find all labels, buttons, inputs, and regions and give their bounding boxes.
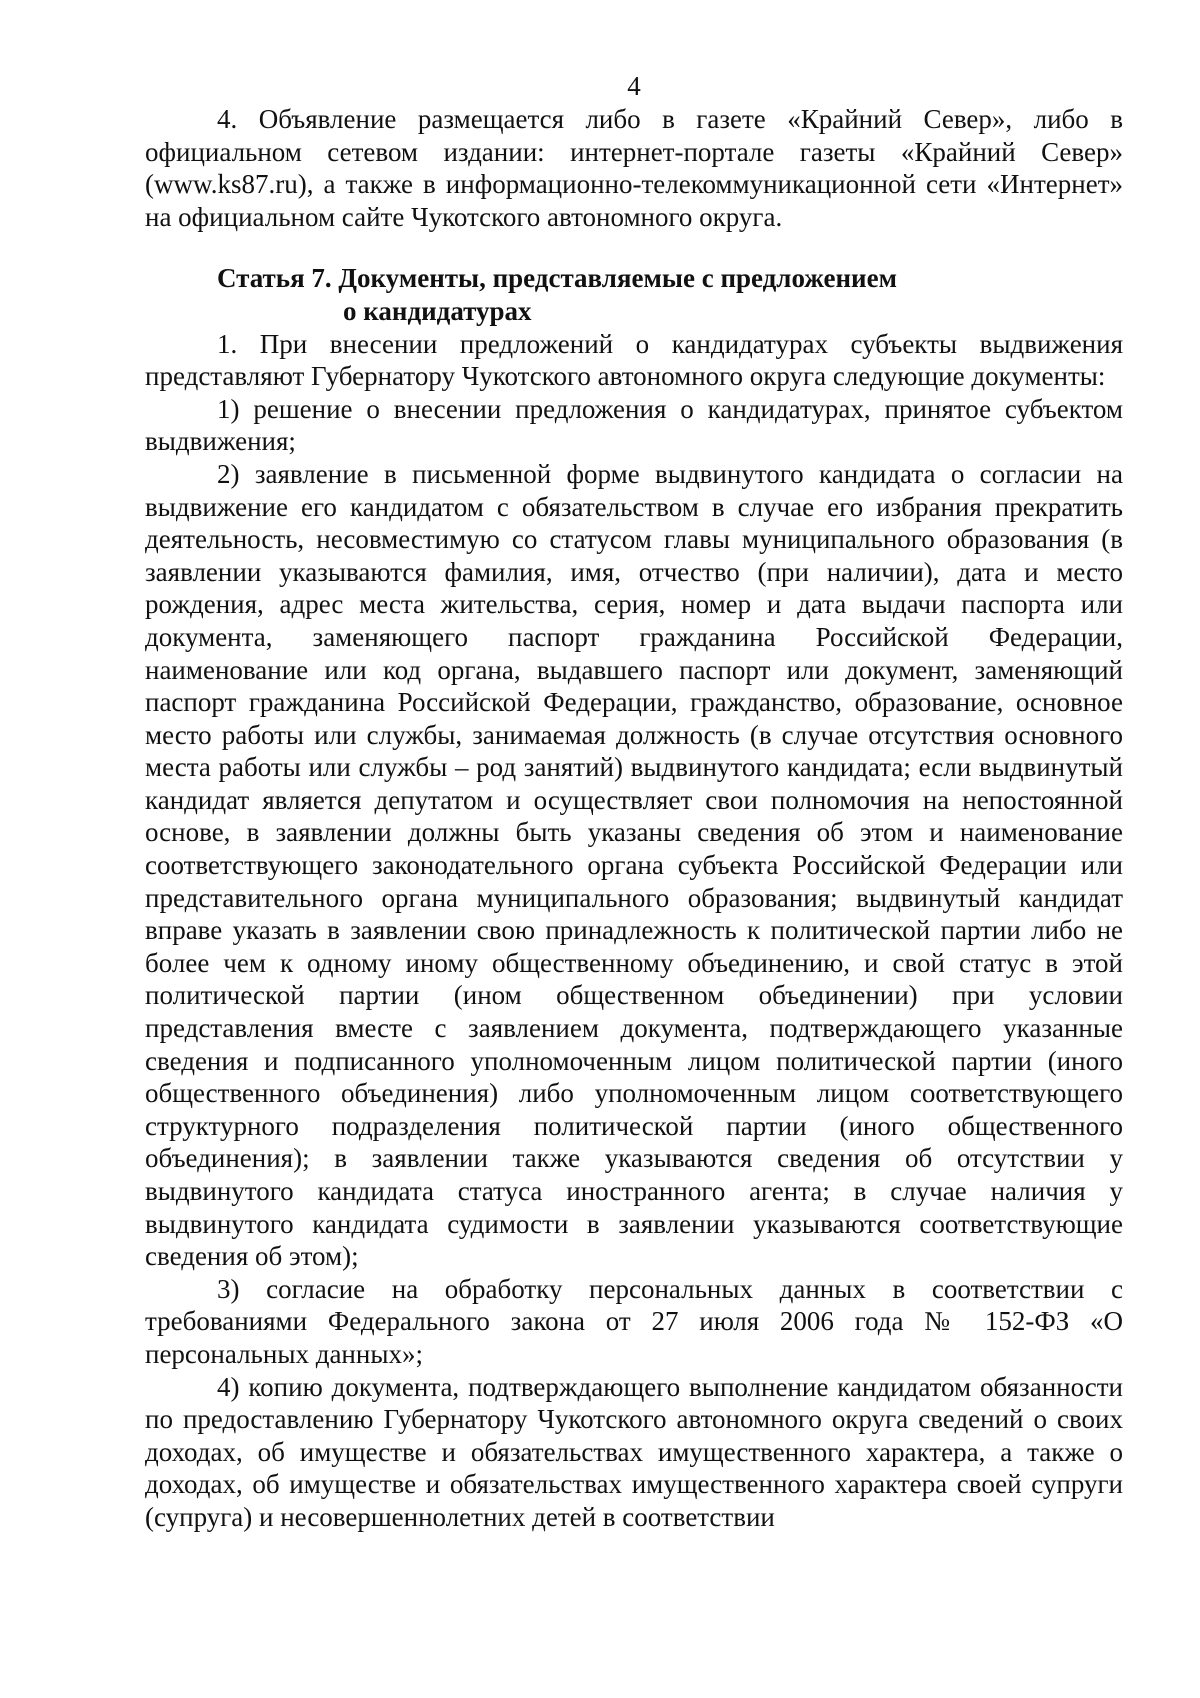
article-heading-line2: о кандидатурах: [343, 295, 532, 326]
paragraph-subitem-3: 3) согласие на обработку персональных данных в соответствии с требованиями Федерального закона от 27 июля 2006 года № 152-ФЗ «О персональных данных»;: [145, 1273, 1123, 1369]
document-page: [145, 70, 1123, 1534]
paragraph-item-1: 1. При внесении предложений о кандидатурах субъекты выдвижения представляют Губернатору Чукотского автономного округа следующие документы:: [145, 328, 1123, 392]
paragraph-subitem-2: 2) заявление в письменной форме выдвинутого кандидата о согласии на выдвижение его кандидатом с обязательством в случае его избрания прекратить деятельность, несовместимую со статусом главы муниципального образования (в заявлении указываются фамилия, имя, отчество (при наличии), дата и место рождения, адрес места жительства, серия, номер и дата выдачи паспорта или документа, заменяющего паспорт гражданина Российской Федерации, наименование или код органа, выдавшего паспорт или документ, заменяющий паспорт гражданина Российской Федерации, гражданство, образование, основное место работы или службы, занимаемая должность (в случае отсутствия основного места работы или службы – род занятий) выдвинутого кандидата; если выдвинутый кандидат является депутатом и осуществляет свои полномочия на непостоянной основе, в заявлении должны быть указаны сведения об этом и наименование соответствующего законодательного органа субъекта Российской Федерации или представительного органа муниципального образования; выдвинутый кандидат вправе указать в заявлении свою принадлежность к политической партии либо не более чем к одному иному общественному объединению, и свой статус в этой политической партии (ином общественном объединении) при условии представления вместе с заявлением документа, подтверждающего указанные сведения и подписанного уполномоченным лицом политической партии (иного общественного объединения) либо уполномоченным лицом соответствующего структурного подразделения политической партии (иного общественного объединения); в заявлении также указываются сведения об отсутствии у выдвинутого кандидата статуса иностранного агента; в случае наличия у выдвинутого кандидата судимости в заявлении указываются соответствующие сведения об этом);: [145, 458, 1123, 1272]
paragraph-subitem-4: 4) копию документа, подтверждающего выполнение кандидатом обязанности по предоставлению Губернатору Чукотского автономного округа сведений о своих доходах, об имуществе и обязательствах имущественного характера, а также о доходах, об имуществе и обязательствах имущественного характера своей супруги (супруга) и несовершеннолетних детей в соответствии: [145, 1371, 1123, 1532]
paragraph-subitem-1: 1) решение о внесении предложения о кандидатурах, принятое субъектом выдвижения;: [145, 393, 1123, 457]
page-number: 4: [627, 71, 641, 101]
paragraph-announcement: 4. Объявление размещается либо в газете «Крайний Север», либо в официальном сетевом издании: интернет-портале газеты «Крайний Север» (www.ks87.ru), а также в информационно-телекоммуникационной сети «Интернет» на официальном сайте Чукотского автономного округа.: [145, 104, 1123, 232]
article-heading: [145, 262, 1123, 327]
article-heading-line1: Статья 7. Документы, представляемые с предложением: [217, 263, 897, 294]
